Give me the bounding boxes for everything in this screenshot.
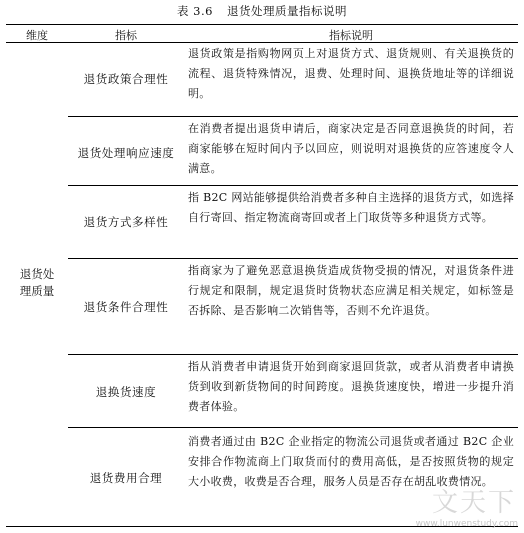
watermark-url: www.lunwenstudy.com <box>415 519 518 529</box>
row-divider <box>68 185 518 186</box>
row-divider <box>68 354 518 355</box>
header-rule <box>6 42 518 43</box>
header-dimension: 维度 <box>26 29 48 42</box>
description-cell: 指 B2C 网站能够提供给消费者多种自主选择的退货方式，如选择自行寄回、指定物流商寄回或者上门取货等多种退货方式等。 <box>188 191 514 224</box>
description-cell: 指商家为了避免恶意退换货造成货物受损的情况，对退货条件进行规定和限制，规定退货时货物状态应满足相关规定，如标签是否拆除、是否影响二次销售等，否则不允许退货。 <box>188 264 514 317</box>
row-divider <box>68 427 518 428</box>
watermark-logo: 文天下 <box>431 488 516 518</box>
top-rule <box>6 24 518 25</box>
row-divider <box>68 258 518 259</box>
dimension-line-2: 理质量 <box>19 284 55 298</box>
description-cell: 消费者通过由 B2C 企业指定的物流公司退货或者通过 B2C 企业安排合作物流商上门取货而付的费用高低，是否按照货物的规定大小收费，收费是否合理，服务人员是否存在胡乱收费情况。 <box>188 435 514 488</box>
dimension-line-1: 退货处 <box>19 267 55 281</box>
indicator-cell: 退货费用合理 <box>89 471 163 485</box>
table-number: 表 3.6 <box>177 4 213 18</box>
indicator-cell: 退货条件合理性 <box>83 300 169 314</box>
indicator-cell: 退货处理响应速度 <box>77 146 175 160</box>
header-description: 指标说明 <box>329 29 373 42</box>
description-cell: 退货政策是指购物网页上对退货方式、退货规则、有关退换货的流程、退货特殊情况，退费、处理时间、退换货地址等的详细说明。 <box>188 47 514 100</box>
indicator-cell: 退货方式多样性 <box>83 215 169 229</box>
table-title: 退货处理质量指标说明 <box>226 4 347 18</box>
indicator-cell: 退换货速度 <box>95 385 157 399</box>
table-caption <box>0 3 524 19</box>
description-cell: 指从消费者申请退货开始到商家退回货款，或者从消费者申请换货到收到新货物间的时间跨度。退换货速度快，增进一步提升消费者体验。 <box>188 360 514 413</box>
indicator-cell: 退货政策合理性 <box>83 72 169 86</box>
description-cell: 在消费者提出退货申请后，商家决定是否同意退换货的时间，若商家能够在短时间内予以回应，则说明对退换货的应答速度令人满意。 <box>188 122 514 175</box>
header-indicator: 指标 <box>115 29 137 42</box>
row-divider <box>68 116 518 117</box>
dimension-cell <box>6 266 68 300</box>
